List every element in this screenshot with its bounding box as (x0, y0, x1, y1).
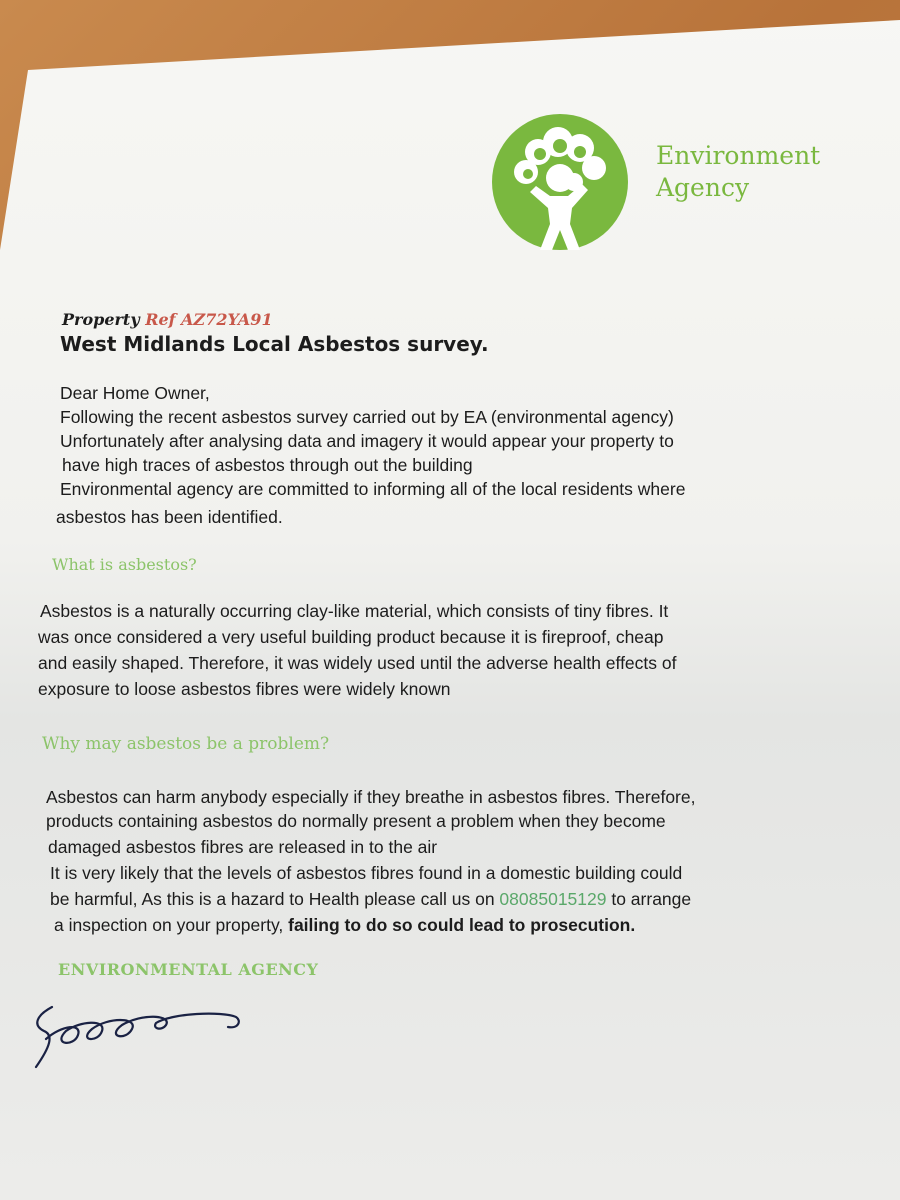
section2-line-6 (54, 912, 635, 938)
survey-title: West Midlands Local Asbestos survey. (60, 332, 489, 356)
intro-line-4: have high traces of asbestos through out the building (62, 455, 473, 475)
property-reference (62, 310, 273, 329)
section1-line-3: and easily shaped. Therefore, it was widely used until the adverse health effects of (38, 653, 677, 673)
phone-number: 08085015129 (499, 889, 607, 909)
section2-line-5-text: be harmful, As this is a hazard to Health please call us on (50, 889, 500, 909)
section2-line-5 (50, 886, 691, 912)
intro-line-1: Dear Home Owner, (60, 383, 210, 403)
intro-line-3: Unfortunately after analysing data and imagery it would appear your property to (60, 431, 674, 451)
intro-line-2: Following the recent asbestos survey carried out by EA (environmental agency) (60, 407, 674, 427)
intro-line-6: asbestos has been identified. (56, 507, 283, 527)
intro-line-5: Environmental agency are committed to informing all of the local residents where (60, 479, 686, 499)
signoff-agency-name: ENVIRONMENTAL AGENCY (58, 960, 319, 979)
logo-line-1: Environment (656, 141, 821, 170)
section2-line-2: products containing asbestos do normally present a problem when they become (46, 811, 666, 831)
section1-line-1: Asbestos is a naturally occurring clay-like material, which consists of tiny fibres. It (40, 601, 669, 621)
environment-agency-logo-icon (490, 112, 630, 252)
section1-line-2: was once considered a very useful building product because it is fireproof, cheap (38, 627, 664, 647)
section2-line-1: Asbestos can harm anybody especially if they breathe in asbestos fibres. Therefore, (46, 787, 696, 807)
section-heading-what-is-asbestos: What is asbestos? (52, 555, 197, 574)
section1-line-4: exposure to loose asbestos fibres were widely known (38, 679, 451, 699)
logo-wordmark (656, 140, 820, 204)
section2-line-4: It is very likely that the levels of asbestos fibres found in a domestic building could (50, 863, 683, 883)
section2-line-6-text: a inspection on your property, (54, 915, 289, 935)
logo-line-2: Agency (656, 173, 750, 202)
reference-number: Ref AZ72YA91 (145, 310, 273, 329)
prosecution-warning: failing to do so could lead to prosecution. (288, 915, 636, 935)
property-label: Property (62, 310, 140, 329)
section-heading-why-problem: Why may asbestos be a problem? (42, 734, 330, 754)
section2-line-5-end: to arrange (606, 889, 692, 909)
handwritten-signature (22, 995, 252, 1080)
section2-line-3: damaged asbestos fibres are released in to the air (48, 837, 438, 857)
